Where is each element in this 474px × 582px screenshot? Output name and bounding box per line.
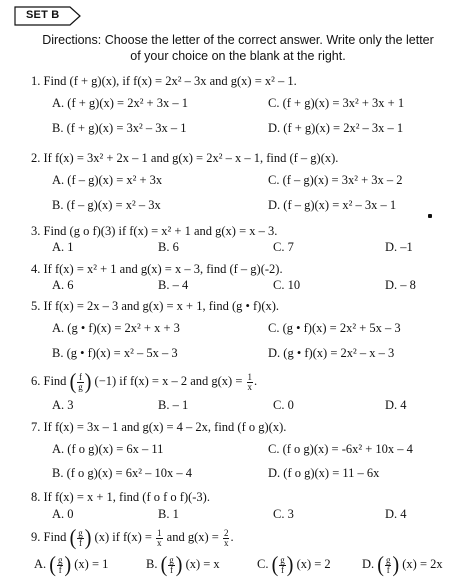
q5-option-c: C. (g • f)(x) = 2x² + 5x – 3 [268, 321, 401, 335]
q8-option-b: B. 1 [158, 507, 179, 521]
q3-option-a: A. 1 [52, 240, 74, 254]
directions-line-1: Directions: Choose the letter of the correct answer. Write only the letter [42, 33, 434, 47]
q6-option-c: C. 0 [273, 398, 294, 412]
q9-option-d: D. ( $\frac{g}{f}$ ) (x) = 2x [362, 552, 443, 578]
q4-option-c: C. 10 [273, 278, 301, 292]
q9-option-a: A. ( $\frac{g}{f}$ ) (x) = 1 [34, 552, 109, 578]
q2-option-b: B. (f – g)(x) = x² – 3x [52, 198, 161, 212]
question-7: 7. If f(x) = 3x – 1 and g(x) = 4 – 2x, find (f o g)(x). [31, 420, 287, 434]
q8-option-d: D. 4 [385, 507, 407, 521]
stray-mark [428, 214, 432, 218]
q8-option-c: C. 3 [273, 507, 294, 521]
q9-fraction: $\frac{g}{f}$ [78, 527, 83, 548]
q7-option-d: D. (f o g)(x) = 11 – 6x [268, 466, 380, 480]
q5-option-b: B. (g • f)(x) = x² – 5x – 3 [52, 346, 178, 360]
q9-f-fraction: $\frac{1}{x}$ [157, 527, 162, 548]
q9-text: (x) if f(x) = [94, 529, 152, 544]
q1-option-c: C. (f + g)(x) = 3x² + 3x + 1 [268, 96, 405, 110]
q3-option-b: B. 6 [158, 240, 179, 254]
q4-option-b: B. – 4 [158, 278, 189, 292]
question-2: 2. If f(x) = 3x² + 2x – 1 and g(x) = 2x² – x – 1, find (f – g)(x). [31, 151, 339, 165]
q6-g-fraction: $\frac{1}{x}$ [247, 371, 253, 392]
question-3: 3. Find (g o f)(3) if f(x) = x² + 1 and g(x) = x – 3. [31, 224, 278, 238]
question-4: 4. If f(x) = x² + 1 and g(x) = x – 3, find (f – g)(-2). [31, 262, 283, 276]
q9-g-fraction: $\frac{2}{x}$ [223, 527, 229, 548]
q9-option-c: C. ( $\frac{g}{f}$ ) (x) = 2 [257, 552, 331, 578]
q7-option-c: C. (f o g)(x) = -6x² + 10x – 4 [268, 442, 413, 456]
set-label: SET B [26, 9, 60, 21]
question-1: 1. Find (f + g)(x), if f(x) = 2x² – 3x and g(x) = x² – 1. [31, 74, 297, 88]
q5-option-d: D. (g • f)(x) = 2x² – x – 3 [268, 346, 395, 360]
question-9: 9. Find ( $\frac{g}{f}$ ) (x) if f(x) = $\frac{1}{x}$ and g(x) = $\frac{2}{x}$ . [31, 525, 234, 551]
q7-option-a: A. (f o g)(x) = 6x – 11 [52, 442, 164, 456]
q6-option-b: B. – 1 [158, 398, 189, 412]
q4-option-a: A. 6 [52, 278, 74, 292]
directions-line-2: of your choice on the blank at the right. [130, 49, 346, 63]
q9-number: 9. Find [31, 529, 67, 544]
q3-option-c: C. 7 [273, 240, 294, 254]
q2-option-d: D. (f – g)(x) = x² – 3x – 1 [268, 198, 397, 212]
directions [28, 32, 448, 64]
q4-option-d: D. – 8 [385, 278, 416, 292]
q1-option-b: B. (f + g)(x) = 3x² – 3x – 1 [52, 121, 187, 135]
question-5: 5. If f(x) = 2x – 3 and g(x) = x + 1, find (g • f)(x). [31, 299, 280, 313]
q6-option-d: D. 4 [385, 398, 407, 412]
q7-option-b: B. (f o g)(x) = 6x² – 10x – 4 [52, 466, 192, 480]
set-label-tag [14, 6, 84, 26]
q8-option-a: A. 0 [52, 507, 74, 521]
q9-option-b: B. ( $\frac{g}{f}$ ) (x) = x [146, 552, 220, 578]
q1-option-d: D. (f + g)(x) = 2x² – 3x – 1 [268, 121, 404, 135]
q2-option-a: A. (f – g)(x) = x² + 3x [52, 173, 163, 187]
q1-option-a: A. (f + g)(x) = 2x² + 3x – 1 [52, 96, 188, 110]
q6-text: (−1) if f(x) = x – 2 and g(x) = [94, 373, 243, 388]
q5-option-a: A. (g • f)(x) = 2x² + x + 3 [52, 321, 180, 335]
q3-option-d: D. –1 [385, 240, 413, 254]
question-8: 8. If f(x) = x + 1, find (f o f o f)(-3). [31, 490, 210, 504]
q6-number: 6. Find [31, 373, 67, 388]
q6-option-a: A. 3 [52, 398, 74, 412]
question-6: 6. Find ( $\frac{f}{g}$ ) (−1) if f(x) = x – 2 and g(x) = $\frac{1}{x}$ . [31, 369, 258, 395]
q6-fraction: $\frac{f}{g}$ [78, 371, 83, 392]
q2-option-c: C. (f – g)(x) = 3x² + 3x – 2 [268, 173, 403, 187]
